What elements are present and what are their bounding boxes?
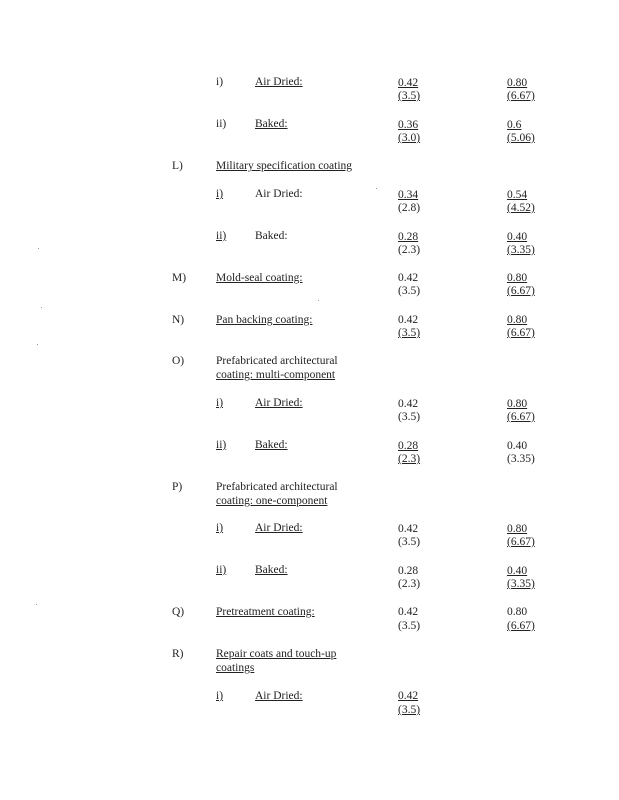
value-2-paren: (3.35) (507, 453, 535, 465)
scan-speck (41, 307, 42, 308)
row-label: Air Dried: (255, 188, 303, 200)
value-2: 0.80 (507, 523, 528, 535)
section-heading: Pan backing coating: (216, 314, 313, 326)
row-marker: i) (216, 397, 224, 409)
row-marker: ii) (216, 564, 227, 576)
scan-speck (376, 188, 377, 189)
value-1: 0.28 (398, 440, 419, 452)
value-1: 0.34 (398, 189, 419, 201)
value-1: 0.42 (398, 606, 419, 618)
value-2: 0.6 (507, 119, 522, 131)
row-label: Air Dried: (255, 76, 303, 88)
section-heading-line-2: coating: multi-component (216, 369, 336, 381)
section-heading: Military specification coating (216, 160, 353, 172)
section-heading: Mold-seal coating: (216, 272, 303, 284)
value-1: 0.42 (398, 523, 419, 535)
value-2: 0.54 (507, 189, 528, 201)
value-2-paren: (6.67) (507, 536, 535, 548)
row-label: Air Dried: (255, 397, 303, 409)
row-marker: i) (216, 188, 224, 200)
value-1-paren: (2.3) (398, 453, 421, 465)
value-2: 0.80 (507, 398, 528, 410)
scan-speck (36, 604, 37, 605)
section-marker: M) (172, 272, 187, 284)
value-1-paren: (2.8) (398, 202, 421, 214)
value-1: 0.42 (398, 398, 419, 410)
value-1-paren: (3.5) (398, 536, 421, 548)
value-1-paren: (3.5) (398, 285, 421, 297)
row-label: Air Dried: (255, 690, 303, 702)
section-heading-line-2: coating: one-component (216, 495, 328, 507)
value-2: 0.40 (507, 565, 528, 577)
section-marker: L) (172, 160, 183, 172)
value-2-paren: (3.35) (507, 244, 535, 256)
row-marker: ii) (216, 439, 227, 451)
row-marker: ii) (216, 118, 227, 130)
value-1-paren: (2.3) (398, 244, 421, 256)
value-1-paren: (3.5) (398, 90, 421, 102)
value-1-paren: (3.5) (398, 327, 421, 339)
value-1: 0.28 (398, 231, 419, 243)
value-1-paren: (3.5) (398, 704, 421, 716)
section-marker: Q) (172, 606, 185, 618)
section-marker: P) (172, 481, 183, 493)
value-2-paren: (6.67) (507, 90, 535, 102)
value-2: 0.80 (507, 272, 528, 284)
value-2-paren: (6.67) (507, 327, 535, 339)
value-1: 0.42 (398, 272, 419, 284)
value-1: 0.42 (398, 690, 419, 702)
value-2: 0.40 (507, 231, 528, 243)
row-marker: i) (216, 76, 224, 88)
section-marker: N) (172, 314, 185, 326)
row-label: Baked: (255, 230, 288, 242)
section-heading: Prefabricated architectural (216, 481, 338, 493)
section-heading-line-2: coatings (216, 662, 255, 674)
value-2: 0.80 (507, 606, 528, 618)
section-marker: O) (172, 355, 185, 367)
value-1-paren: (2.3) (398, 578, 421, 590)
value-2: 0.40 (507, 440, 528, 452)
value-1-paren: (3.5) (398, 411, 421, 423)
value-2-paren: (6.67) (507, 285, 535, 297)
section-heading: Pretreatment coating: (216, 606, 315, 618)
row-marker: i) (216, 690, 224, 702)
value-1-paren: (3.5) (398, 620, 421, 632)
value-1: 0.36 (398, 119, 419, 131)
row-marker: ii) (216, 230, 227, 242)
value-2-paren: (3.35) (507, 578, 535, 590)
row-label: Air Dried: (255, 522, 303, 534)
section-heading: Repair coats and touch-up (216, 648, 337, 660)
value-2-paren: (5.06) (507, 132, 535, 144)
value-2-paren: (4.52) (507, 202, 535, 214)
scan-speck (38, 248, 39, 249)
row-marker: i) (216, 522, 224, 534)
row-label: Baked: (255, 118, 288, 130)
value-2: 0.80 (507, 314, 528, 326)
value-1: 0.28 (398, 565, 419, 577)
scan-speck (318, 300, 319, 301)
value-2-paren: (6.67) (507, 411, 535, 423)
row-label: Baked: (255, 564, 288, 576)
value-1: 0.42 (398, 77, 419, 89)
section-heading: Prefabricated architectural (216, 355, 338, 367)
scan-speck (37, 344, 38, 345)
row-label: Baked: (255, 439, 288, 451)
value-1-paren: (3.0) (398, 132, 421, 144)
value-1: 0.42 (398, 314, 419, 326)
value-2-paren: (6.67) (507, 620, 535, 632)
value-2: 0.80 (507, 77, 528, 89)
section-marker: R) (172, 648, 184, 660)
